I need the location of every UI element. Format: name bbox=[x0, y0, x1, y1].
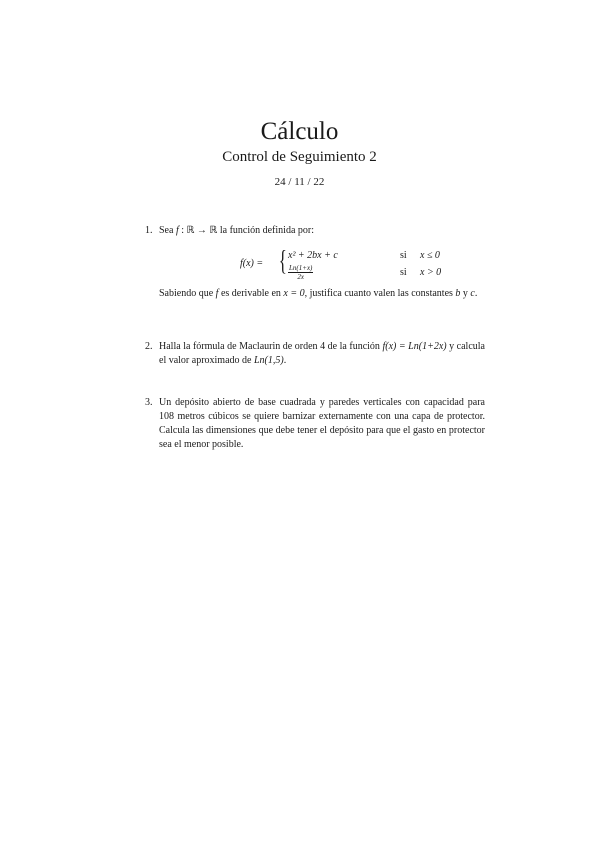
formula-brace: { bbox=[278, 246, 287, 277]
formula-row-2: $\frac{Ln(1+x)}{2x}$ si x > 0 bbox=[289, 264, 442, 281]
question-1-statement: Sabiendo que f es derivable en x = 0, justifica cuanto valen las constantes b y c. bbox=[159, 288, 478, 299]
exam-date: 24 / 11 / 22 bbox=[274, 176, 325, 188]
formula-fraction: $\frac{Ln(1+x)}{2x}$ bbox=[289, 264, 313, 281]
question-1-number: 1. bbox=[145, 225, 153, 236]
page-subtitle: Control de Seguimiento 2 bbox=[222, 149, 377, 165]
question-3-number: 3. bbox=[145, 397, 153, 408]
question-2-number: 2. bbox=[145, 341, 153, 352]
piecewise-formula bbox=[240, 246, 442, 281]
page-title: Cálculo bbox=[260, 118, 339, 145]
question-3-text: Un depósito abierto de base cuadrada y paredes verticales con capacidad para 108 metros cúbicos se quiere barnizar externamente con una capa de protector. Calcula las dimensiones que debe tener el depósito para que el gasto en protector sea el menor posible. bbox=[159, 397, 485, 450]
question-2-text: Halla la fórmula de Maclaurin de orden 4 de la función f(x) = Ln(1+2x) y calcula el valor aproximado de Ln(1,5). bbox=[159, 341, 485, 366]
question-1 bbox=[145, 224, 485, 238]
formula-row-1: x² + 2bx + c si x ≤ 0 bbox=[288, 250, 440, 261]
question-2 bbox=[145, 340, 485, 368]
formula-lhs: f(x) = bbox=[240, 258, 264, 269]
question-1-intro: Sea f : ℝ → ℝ la función definida por: bbox=[159, 225, 314, 236]
question-3 bbox=[145, 396, 485, 452]
